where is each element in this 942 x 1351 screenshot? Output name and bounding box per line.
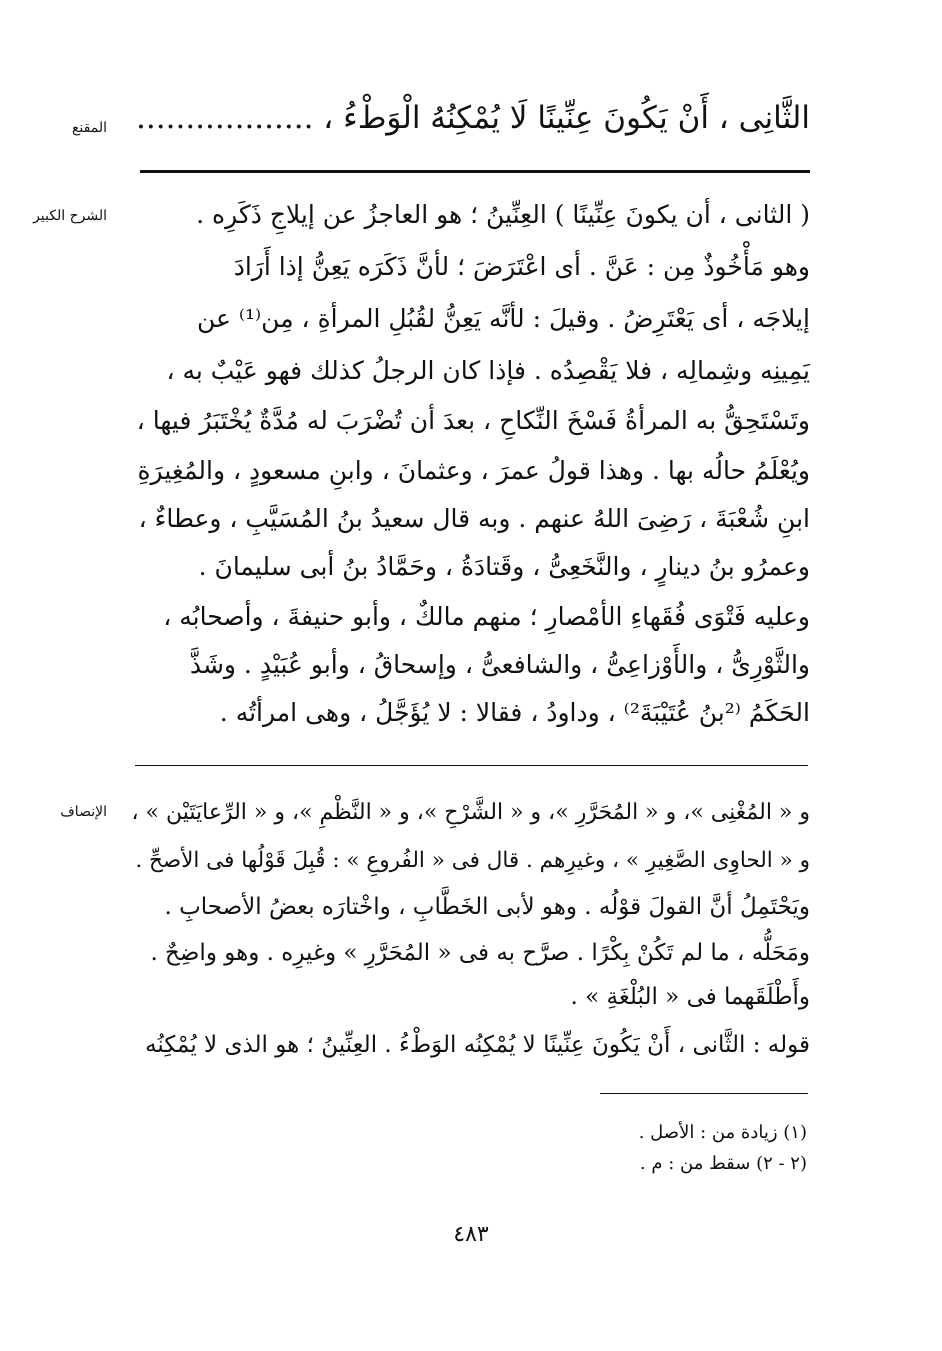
muqni-text: الثَّانِى ، أَنْ يَكُونَ عِنِّينًا لَا يُمْكِنُهُ الْوَطْءُ ، .................. [136,100,810,136]
sharh-label: الشرح الكبير [33,208,107,224]
sharh-line: وتَسْتَحِقُّ به المرأةُ فَسْخَ النِّكاحِ ، بعدَ أن تُضْرَبَ له مُدَّةٌ يُخْتَبَرُ فيها ، [136,406,810,435]
sharh-line: الحَكَمُ ⁽²بنُ عُتَيْبَةَ²⁾ ، وداودُ ، فقالا : لا يُؤَجَّلُ ، وهى امرأتُه . [219,698,810,727]
sharh-line: يَمِينِه وشِمالِه ، فلا يَقْصِدُه . فإذا كان الرجلُ كذلك فهو عَيْبٌ به ، [166,356,810,385]
insaf-line: و « الحاوِى الصَّغِيرِ » ، وغيرِهم . قال فى « الفُروعِ » : قُبِلَ قَوْلُها فى الأصحِّ . [135,848,810,873]
insaf-line: ويَحْتَمِلُ أنَّ القولَ قوْلُه . وهو لأبى الخَطَّابِ ، واخْتارَه بعضُ الأصحابِ . [164,894,810,920]
footnote: (٢ - ٢) سقط من : م . [639,1153,807,1174]
insaf-line: قوله : الثَّانى ، أَنْ يَكُونَ عِنِّينًا لا يُمْكِنُه الوَطْءُ . العِنِّينُ ؛ هو الذى لا يُمْكِنُه [145,1032,810,1058]
sharh-line: ( الثانى ، أن يكونَ عِنِّينًا ) العِنِّينُ ؛ هو العاجزُ عن إيلاجِ ذَكَرِه . [196,200,810,229]
sharh-line: ابنِ شُعْبَةَ ، رَضِىَ اللهُ عنهم . وبه قال سعيدُ بنُ المُسَيَّبِ ، وعطاءٌ ، [138,504,810,533]
sharh-line: والثَّوْرِىُّ ، والأَوْزاعِىُّ ، والشافعىُّ ، وإسحاقُ ، وأبو عُبَيْدٍ . وشَذَّ [189,650,810,679]
footnote-rule [600,1093,808,1094]
header-rule [140,170,810,173]
sharh-line: إيلاجَه ، أى يَعْتَرِضُ . وقيلَ : لأنَّه يَعِنُّ لقُبُلِ المرأةِ ، مِن⁽¹⁾ عن [196,304,810,333]
insaf-line: و « المُغْنِى »، و « المُحَرَّرِ »، و « الشَّرْحِ »، و « النَّظْمِ »، و « الرِّعايَتَيْن » ، [131,800,810,825]
muqni-label: المقنع [71,120,107,136]
sharh-line: وعليه فَتْوَى فُقَهاءِ الأمْصارِ ؛ منهم مالكٌ ، وأبو حنيفةَ ، وأصحابُه ، [163,602,810,631]
footnote: (١) زيادة من : الأصل . [638,1122,807,1143]
sharh-line: وهو مَأْخُوذٌ مِن : عَنَّ . أى اعْتَرَضَ ؛ لأنَّ ذَكَرَه يَعِنُّ إذا أَرَادَ [233,252,810,281]
insaf-line: ومَحَلُّه ، ما لم تَكُنْ بِكْرًا . صرَّح به فى « المُحَرَّرِ » وغيرِه . وهو واضِحٌ . [150,940,810,966]
sharh-line: وعمرُو بنُ دينارٍ ، والنَّخَعِىُّ ، وقَتادَةُ ، وحَمَّادُ بنُ أبى سليمانَ . [198,552,810,581]
page-number: ٤٨٣ [453,1222,489,1247]
insaf-label: الإنصاف [60,804,107,820]
section-rule [135,765,808,766]
sharh-line: ويُعْلَمُ حالُه بها . وهذا قولُ عمرَ ، وعثمانَ ، وابنِ مسعودٍ ، والمُغِيرَةِ [137,456,810,485]
insaf-line: وأَطْلَقَهما فى « البُلْغَةِ » . [570,984,810,1010]
